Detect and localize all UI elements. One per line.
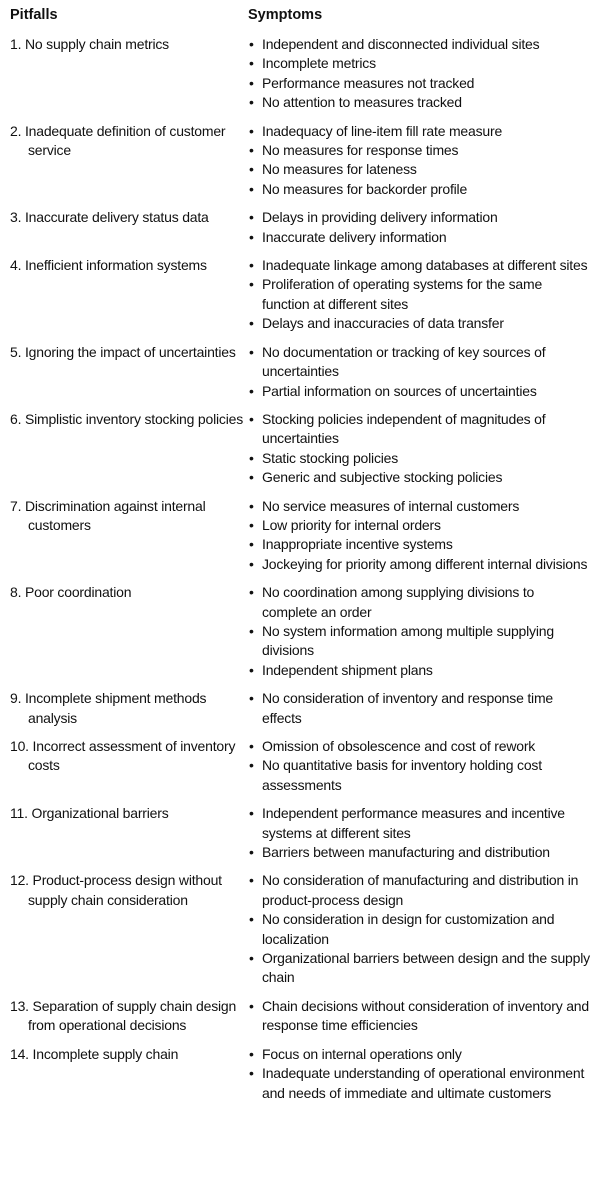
- symptom-item: • Low priority for internal orders: [248, 516, 592, 535]
- symptom-item: • Proliferation of operating systems for the same function at different sites: [248, 275, 592, 314]
- symptom-list: [248, 343, 592, 401]
- pitfall-label: 10. Incorrect assessment of inventory costs: [10, 738, 236, 774]
- table-row: [10, 256, 592, 334]
- symptom-item: • Omission of obsolescence and cost of rework: [248, 737, 592, 756]
- table-row: [10, 689, 592, 728]
- symptom-item: • Delays in providing delivery information: [248, 208, 592, 227]
- table-row: [10, 997, 592, 1036]
- symptom-item: • Independent shipment plans: [248, 661, 592, 680]
- pitfall-label: 12. Product-process design without supply chain consideration: [10, 872, 222, 908]
- symptom-item: • No measures for backorder profile: [248, 180, 592, 199]
- symptom-item: • No attention to measures tracked: [248, 93, 592, 112]
- pitfall-label: 1. No supply chain metrics: [10, 36, 169, 52]
- symptom-item: • Performance measures not tracked: [248, 74, 592, 93]
- symptom-list: [248, 804, 592, 862]
- pitfall-label: 3. Inaccurate delivery status data: [10, 209, 209, 226]
- symptom-list: [248, 35, 592, 113]
- symptom-item: • No measures for lateness: [248, 160, 592, 179]
- symptom-item: • Stocking policies independent of magnitudes of uncertainties: [248, 410, 592, 449]
- table-body: [10, 35, 592, 1103]
- pitfall-label: 13. Separation of supply chain design from operational decisions: [10, 997, 237, 1034]
- symptom-item: • No consideration of inventory and response time effects: [248, 689, 592, 728]
- symptom-list: [248, 583, 592, 680]
- pitfall-label: 9. Incomplete shipment methods analysis: [10, 690, 207, 726]
- table-row: [10, 804, 592, 862]
- symptom-item: • Generic and subjective stocking policies: [248, 468, 592, 487]
- symptom-list: [248, 737, 592, 795]
- symptom-list: [248, 997, 592, 1036]
- symptom-item: • No consideration in design for customization and localization: [248, 910, 592, 949]
- symptom-item: • Inadequate linkage among databases at different sites: [248, 256, 592, 275]
- pitfall-label: 7. Discrimination against internal customers: [10, 497, 206, 533]
- table-row: [10, 35, 592, 113]
- symptom-list: [248, 497, 592, 575]
- table-row: [10, 583, 592, 680]
- symptom-item: • Chain decisions without consideration of inventory and response time efficiencies: [248, 997, 592, 1036]
- symptom-item: • Inadequacy of line-item fill rate measure: [248, 122, 592, 141]
- symptom-item: • Delays and inaccuracies of data transfer: [248, 314, 592, 333]
- symptom-list: [248, 122, 592, 200]
- pitfall-label: 4. Inefficient information systems: [10, 257, 207, 274]
- symptom-list: [248, 410, 592, 488]
- symptom-item: • Independent performance measures and incentive systems at different sites: [248, 804, 592, 843]
- pitfall-label: 2. Inadequate definition of customer service: [10, 122, 226, 159]
- symptom-item: • Incomplete metrics: [248, 54, 592, 73]
- table-row: [10, 122, 592, 200]
- pitfall-label: 14. Incomplete supply chain: [10, 1045, 179, 1062]
- table-row: [10, 497, 592, 575]
- symptoms-column-header: Symptoms: [248, 7, 323, 23]
- pitfall-label: 11. Organizational barriers: [10, 805, 169, 822]
- table-row: [10, 343, 592, 401]
- symptom-list: [248, 208, 592, 247]
- symptom-item: • No quantitative basis for inventory holding cost assessments: [248, 756, 592, 795]
- symptom-item: • Independent and disconnected individual sites: [248, 35, 592, 54]
- symptom-item: • No system information among multiple supplying divisions: [248, 622, 592, 661]
- symptom-item: • No documentation or tracking of key sources of uncertainties: [248, 343, 592, 382]
- pitfalls-column-header: Pitfalls: [10, 7, 58, 23]
- table-row: [10, 871, 592, 987]
- symptom-item: • No measures for response times: [248, 141, 592, 160]
- symptom-item: • No service measures of internal customers: [248, 497, 592, 516]
- symptom-list: [248, 256, 592, 334]
- symptom-item: • Jockeying for priority among different internal divisions: [248, 555, 592, 574]
- symptom-item: • Inappropriate incentive systems: [248, 535, 592, 554]
- symptom-item: • Partial information on sources of uncertainties: [248, 382, 592, 401]
- symptom-item: • Barriers between manufacturing and distribution: [248, 843, 592, 862]
- symptom-item: • Inaccurate delivery information: [248, 228, 592, 247]
- pitfall-label: 6. Simplistic inventory stocking policies: [10, 410, 244, 427]
- table-header: [10, 6, 592, 25]
- symptom-list: [248, 1045, 592, 1103]
- symptom-list: [248, 689, 592, 728]
- table-row: [10, 410, 592, 488]
- pitfall-label: 8. Poor coordination: [10, 584, 132, 601]
- symptom-item: • Inadequate understanding of operational environment and needs of immediate and ultimate customers: [248, 1064, 592, 1103]
- pitfall-label: 5. Ignoring the impact of uncertainties: [10, 343, 236, 360]
- table-row: [10, 1045, 592, 1103]
- table-row: [10, 737, 592, 795]
- symptom-item: • Organizational barriers between design and the supply chain: [248, 949, 592, 988]
- symptom-item: • Static stocking policies: [248, 449, 592, 468]
- symptom-item: • No coordination among supplying divisions to complete an order: [248, 583, 592, 622]
- table-row: [10, 208, 592, 247]
- symptom-list: [248, 871, 592, 987]
- symptom-item: • Focus on internal operations only: [248, 1045, 592, 1064]
- symptom-item: • No consideration of manufacturing and distribution in product-process design: [248, 871, 592, 910]
